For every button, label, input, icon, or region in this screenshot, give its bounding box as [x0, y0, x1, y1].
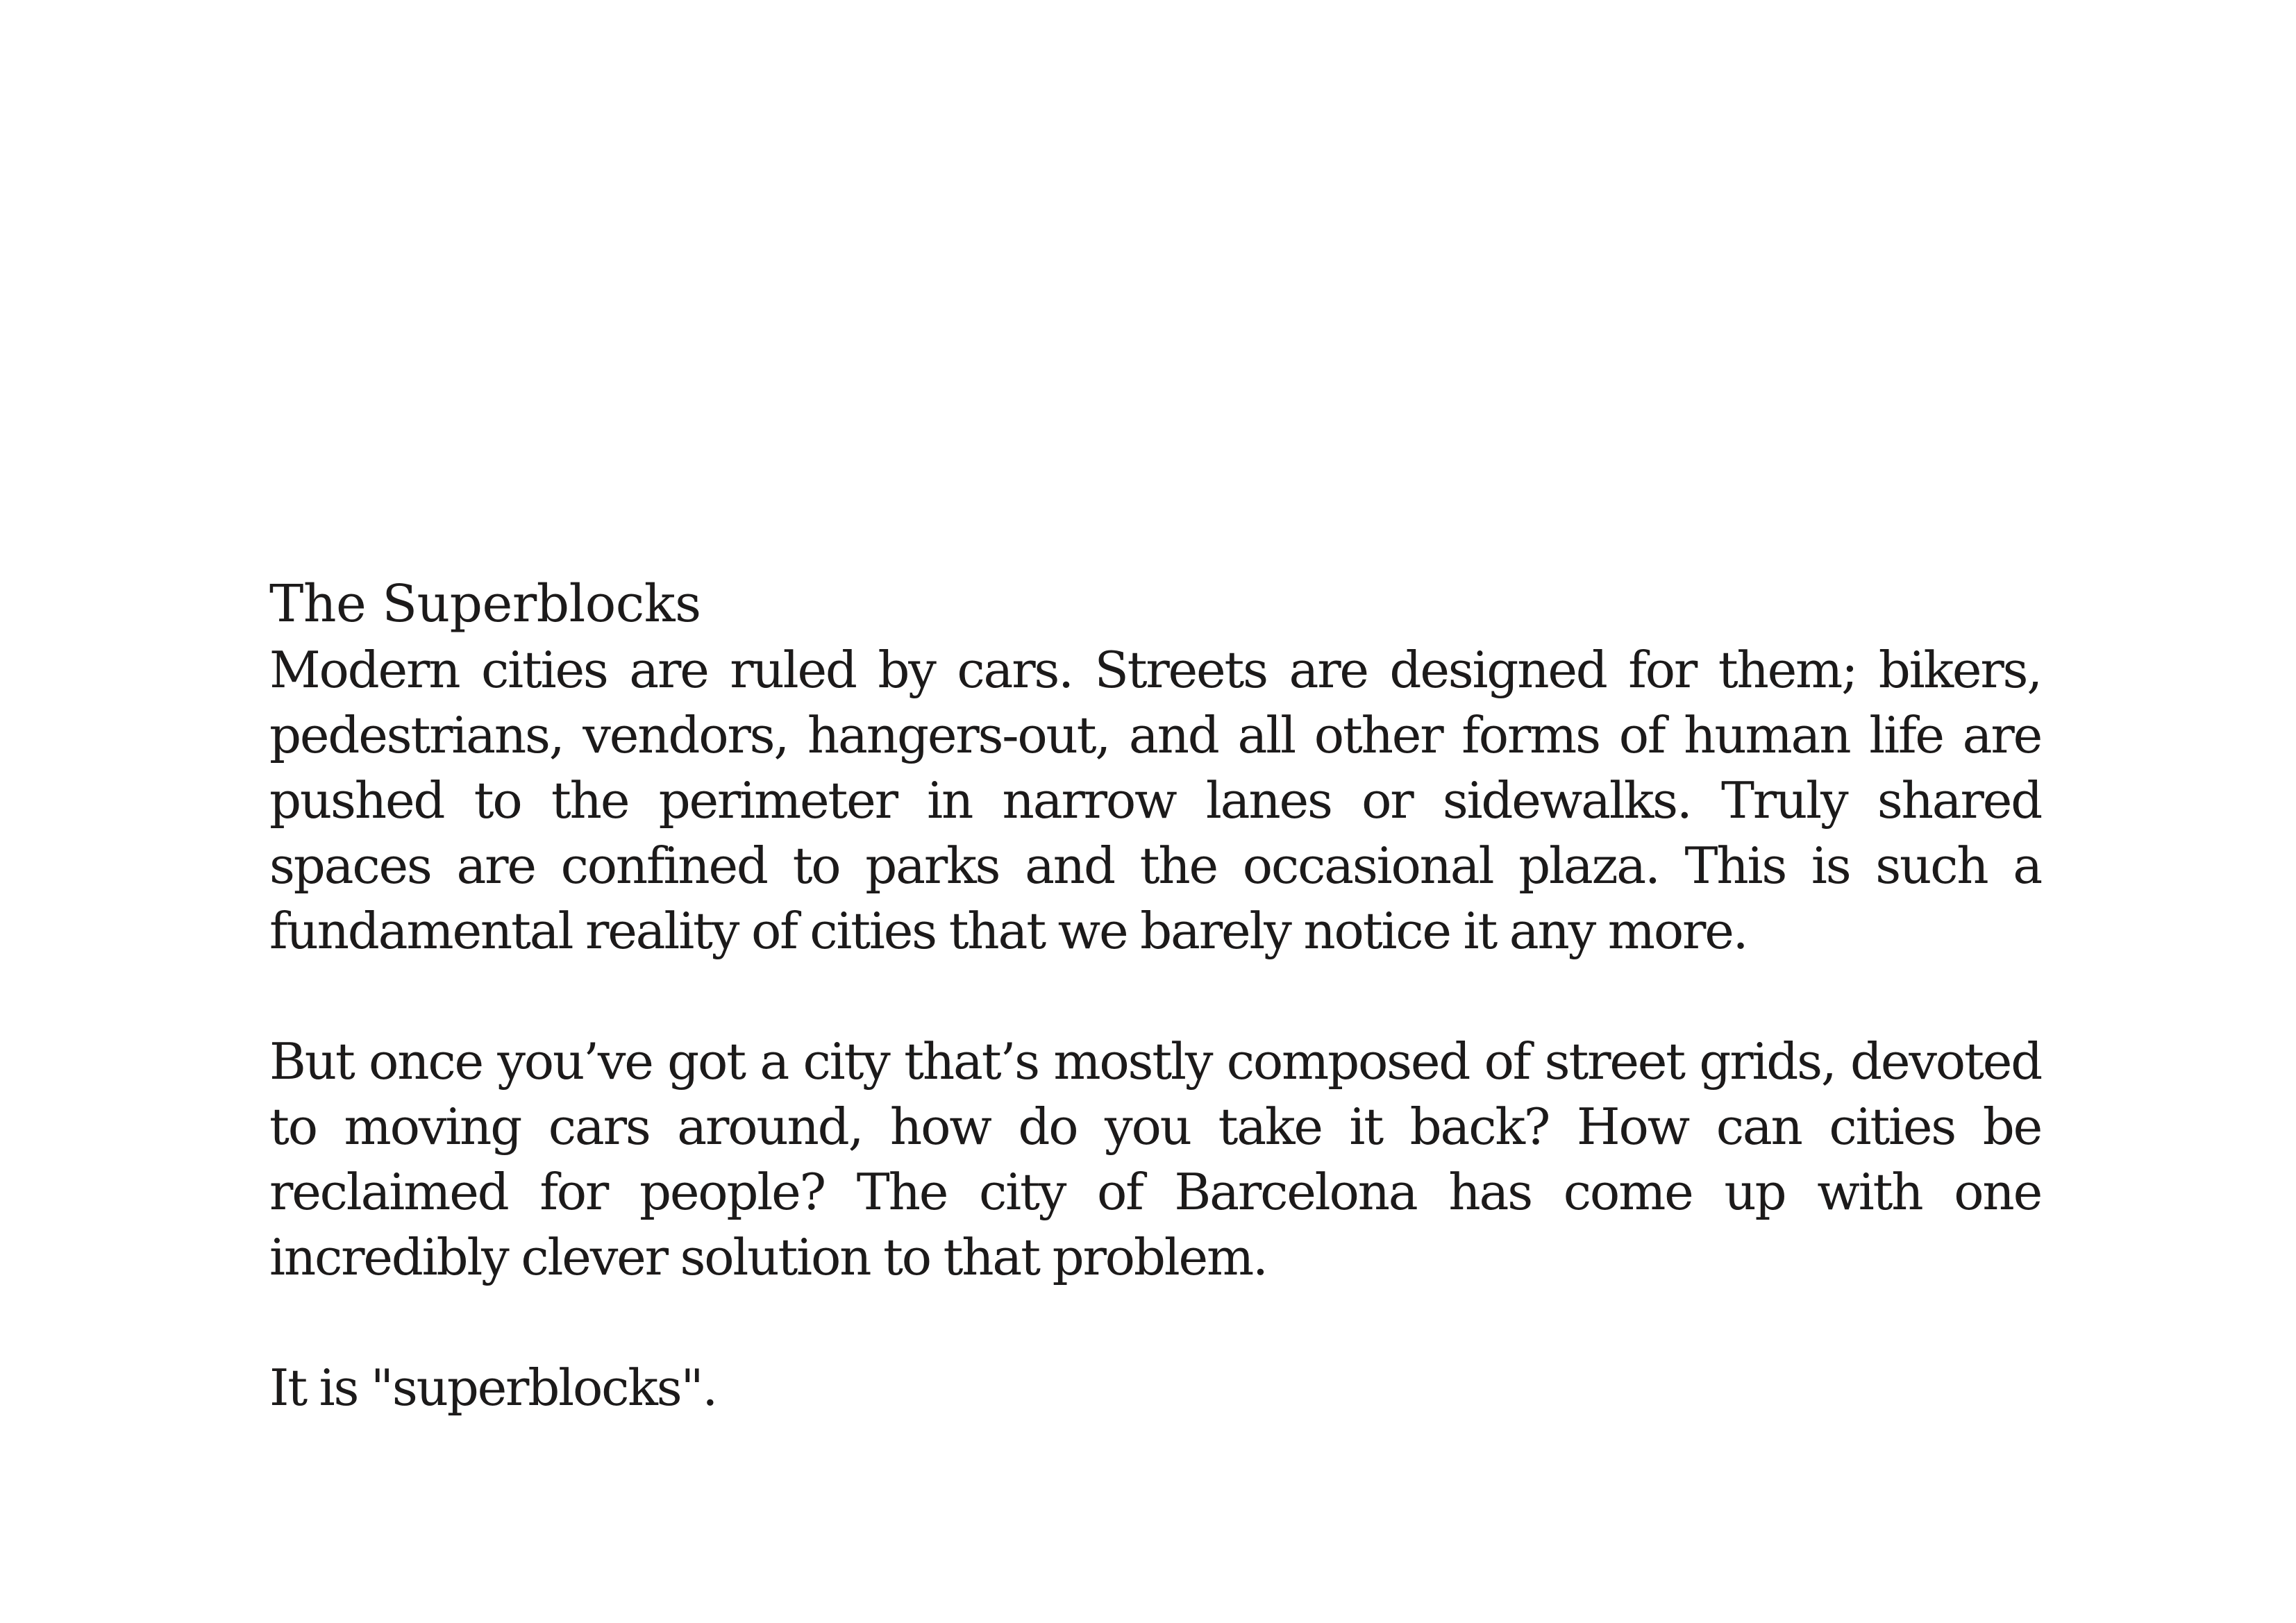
paragraph-conclusion: It is "superblocks". [269, 1359, 717, 1417]
paragraph-spacer [269, 964, 2041, 1029]
paragraph-question: But once you’ve got a city that’s mostly composed of street grids, devoted to moving cars around, how do you take it back? How can cities be reclaimed for people? The city of Barcelona has come up with one incredibly clever solution to that problem. [269, 1032, 2041, 1286]
paragraph-intro: Modern cities are ruled by cars. Streets are designed for them; bikers, pedestrians, vendors, hangers-out, and all other forms of human life are pushed to the perimeter in narrow lanes or sidewalks. Truly shared spaces are confined to parks and the occasional plaza. This is such a fundamental reality of cities that we barely notice it any more. [269, 641, 2041, 960]
paragraph-spacer [269, 1290, 2041, 1355]
document-title: The Superblocks [269, 574, 701, 634]
document-body [269, 571, 2041, 1420]
